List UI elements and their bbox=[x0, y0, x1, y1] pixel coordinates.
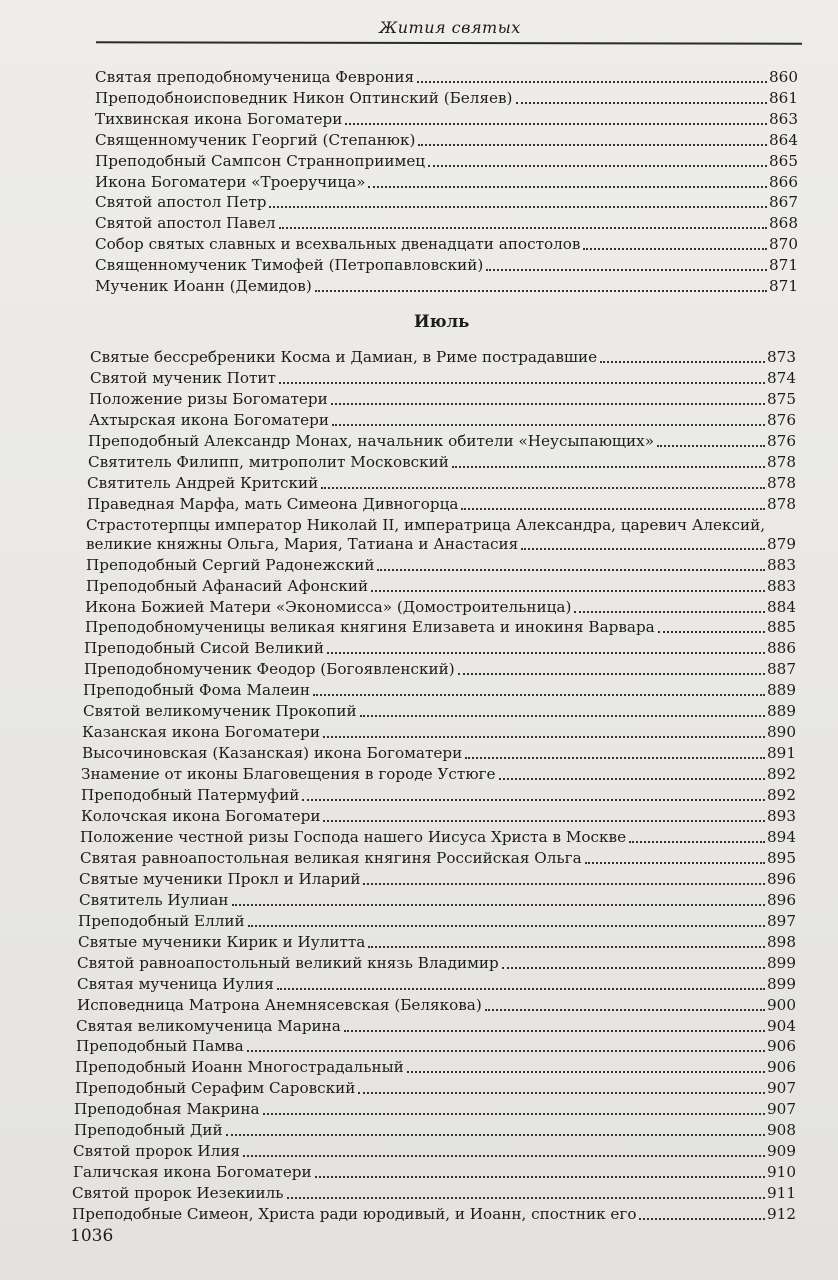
toc-entry-page: 896 bbox=[767, 869, 796, 888]
toc-entry-page: 863 bbox=[769, 109, 798, 128]
toc-entry-page: 875 bbox=[767, 389, 796, 408]
toc-entry-page: 860 bbox=[769, 68, 798, 86]
toc-entry-page: 907 bbox=[767, 1079, 796, 1098]
toc-entry-title: Преподобный Сампсон Странноприимец bbox=[95, 151, 426, 170]
toc-entry-page: 874 bbox=[767, 368, 796, 387]
toc-entry-page: 878 bbox=[767, 473, 796, 492]
dot-leader bbox=[574, 610, 765, 613]
dot-leader bbox=[331, 402, 765, 405]
toc-entry-title-line1: Страстотерпцы император Николай II, императрица Александра, царевич Алексий, bbox=[86, 515, 766, 534]
toc-entry bbox=[77, 996, 796, 1015]
toc-entry-page: 886 bbox=[767, 639, 796, 658]
toc-entry bbox=[95, 214, 798, 233]
dot-leader bbox=[465, 756, 765, 759]
toc-entry-page: 870 bbox=[769, 235, 798, 254]
toc-entry-page: 897 bbox=[767, 911, 796, 930]
toc-entry bbox=[86, 556, 796, 575]
toc-entry bbox=[86, 577, 796, 596]
toc-entry-page: 893 bbox=[767, 807, 796, 825]
toc-entry bbox=[76, 1037, 796, 1056]
dot-leader bbox=[407, 1070, 765, 1073]
toc-entry-title: Преподобный Патермуфий bbox=[81, 786, 300, 805]
toc-entry bbox=[78, 933, 796, 952]
dot-leader bbox=[417, 80, 767, 83]
dot-leader bbox=[279, 381, 765, 384]
toc-entry bbox=[95, 68, 798, 87]
dot-leader bbox=[269, 205, 767, 208]
dot-leader bbox=[323, 735, 765, 738]
toc-entry-title: Преподобные Симеон, Христа ради юродивый, и Иоанн, спостник его bbox=[72, 1205, 637, 1224]
toc-entry-title: Святитель Иулиан bbox=[79, 890, 229, 909]
dot-leader bbox=[658, 630, 765, 633]
toc-entry-title: Святая великомученица Марина bbox=[76, 1016, 341, 1035]
toc-entry-page: 899 bbox=[767, 953, 796, 972]
toc-entry-page: 899 bbox=[767, 974, 796, 993]
header-rule bbox=[96, 41, 802, 44]
toc-entry-title: Преподобный Серафим Саровский bbox=[75, 1079, 356, 1098]
toc-entry bbox=[87, 495, 796, 514]
toc-entry-page: 892 bbox=[767, 765, 796, 784]
toc-entry-title: Ахтырская икона Богоматери bbox=[89, 410, 330, 429]
dot-leader bbox=[313, 693, 765, 696]
toc-entry-page: 878 bbox=[767, 452, 796, 471]
toc-entry bbox=[95, 193, 798, 212]
toc-entry-page: 883 bbox=[767, 555, 796, 574]
toc-entry-title: Святой великомученик Прокопий bbox=[83, 702, 357, 721]
toc-entry-title: Святой пророк Иезекииль bbox=[72, 1184, 284, 1203]
toc-entry-page: 887 bbox=[767, 660, 796, 679]
toc-entry bbox=[72, 1184, 796, 1203]
dot-leader bbox=[345, 122, 767, 125]
page-number: 1036 bbox=[70, 1226, 114, 1246]
dot-leader bbox=[287, 1196, 765, 1199]
dot-leader bbox=[360, 714, 765, 717]
toc-entry-page: 864 bbox=[769, 130, 798, 149]
dot-leader bbox=[315, 1175, 765, 1178]
toc-entry-title: Мученик Иоанн (Демидов) bbox=[95, 277, 312, 295]
toc-entry-page: 907 bbox=[767, 1100, 796, 1119]
toc-entry-page: 909 bbox=[767, 1142, 796, 1161]
dot-leader bbox=[639, 1217, 765, 1220]
toc-entry-title: Преподобноисповедник Никон Оптинский (Беляев) bbox=[95, 88, 513, 107]
toc-entry-title: Святитель Андрей Критский bbox=[87, 473, 319, 492]
toc-entry-title: Преподобный Сергий Радонежский bbox=[86, 555, 375, 574]
toc-entry-page: 876 bbox=[767, 410, 796, 429]
toc-entry bbox=[77, 954, 796, 973]
dot-leader bbox=[232, 903, 765, 906]
toc-entry bbox=[73, 1163, 796, 1182]
toc-entry bbox=[85, 598, 796, 617]
toc-entry-title: Преподобный Александр Монах, начальник обители «Неусыпающих» bbox=[88, 431, 655, 450]
toc-entry-page: 866 bbox=[769, 172, 798, 191]
toc-entry-page: 871 bbox=[769, 256, 798, 275]
toc-entry-page: 900 bbox=[767, 995, 796, 1014]
toc-entry-page: 876 bbox=[767, 431, 796, 450]
toc-entry-page: 879 bbox=[767, 534, 796, 553]
toc-entry-page: 894 bbox=[767, 827, 796, 846]
toc-entry-page: 906 bbox=[767, 1037, 796, 1056]
toc-entry-page: 861 bbox=[769, 88, 798, 107]
toc-entry-title: Святой мученик Потит bbox=[90, 368, 276, 387]
toc-entry-title: Галичская икона Богоматери bbox=[73, 1163, 312, 1182]
toc-entry bbox=[89, 411, 796, 430]
toc-entry-title: Преподобномученик Феодор (Богоявленский) bbox=[84, 660, 455, 679]
toc-entry bbox=[78, 912, 796, 931]
toc-entry-title: Казанская икона Богоматери bbox=[82, 723, 321, 742]
toc-entry-page: 889 bbox=[767, 681, 796, 700]
toc-entry-title: Преподобный Афанасий Афонский bbox=[86, 576, 369, 595]
dot-leader bbox=[247, 1049, 765, 1052]
toc-entry-title: Святая равноапостольная великая княгиня Российская Ольга bbox=[80, 848, 582, 867]
toc-entry-title: Положение честной ризы Господа нашего Иисуса Христа в Москве bbox=[80, 827, 627, 846]
running-header: Жития святых bbox=[379, 18, 521, 37]
toc-entry bbox=[89, 390, 796, 409]
toc-entry-page: 878 bbox=[767, 494, 796, 513]
dot-leader bbox=[499, 777, 766, 780]
toc-entry-page: 865 bbox=[769, 151, 798, 170]
dot-leader bbox=[629, 840, 765, 843]
toc-entry bbox=[95, 110, 798, 129]
dot-leader bbox=[418, 143, 767, 146]
toc-entry-page: 871 bbox=[769, 277, 798, 295]
toc-entry bbox=[85, 618, 796, 637]
dot-leader bbox=[243, 1154, 765, 1157]
toc-entry-title: Преподобный Дий bbox=[74, 1121, 223, 1140]
section-heading-july: Июль bbox=[414, 312, 470, 331]
toc-entry-title: Святые мученики Кирик и Иулитта bbox=[78, 932, 366, 951]
toc-entry bbox=[90, 348, 796, 367]
toc-entry-title: Знамение от иконы Благовещения в городе Устюге bbox=[81, 765, 496, 784]
toc-entry-page: 892 bbox=[767, 786, 796, 805]
toc-entry bbox=[74, 1100, 796, 1119]
toc-entry bbox=[72, 1205, 796, 1224]
toc-entry-title: Колочская икона Богоматери bbox=[81, 807, 321, 825]
toc-entry-title: Преподобный Памва bbox=[76, 1037, 244, 1056]
dot-leader bbox=[583, 247, 767, 250]
dot-leader bbox=[502, 966, 765, 969]
toc-entry-title: Икона Богоматери «Троеручица» bbox=[95, 172, 366, 191]
toc-entry-page: 910 bbox=[767, 1163, 796, 1182]
toc-entry-title: Священномученик Георгий (Степанюк) bbox=[95, 130, 416, 149]
dot-leader bbox=[315, 289, 767, 292]
toc-entry-title: Святые мученики Прокл и Иларий bbox=[79, 869, 361, 888]
toc-entry-title: Икона Божией Матери «Экономисса» (Домостроительница) bbox=[85, 597, 572, 616]
toc-entry-title: Святая мученица Иулия bbox=[77, 974, 274, 993]
toc-entry-page: 884 bbox=[767, 597, 796, 616]
toc-entry-page: 891 bbox=[767, 744, 796, 763]
dot-leader bbox=[657, 444, 765, 447]
dot-leader bbox=[277, 987, 765, 990]
dot-leader bbox=[428, 164, 767, 167]
toc-entry bbox=[81, 765, 796, 784]
dot-leader bbox=[358, 1091, 765, 1094]
dot-leader bbox=[452, 465, 765, 468]
toc-entry-page: 873 bbox=[767, 348, 796, 366]
toc-entry-title-line2: великие княжны Ольга, Мария, Татиана и Анастасия bbox=[86, 534, 519, 553]
toc-entry bbox=[82, 723, 796, 742]
toc-entry-page: 885 bbox=[767, 618, 796, 637]
toc-entry-page: 904 bbox=[767, 1016, 796, 1035]
toc-entry-title: Святой апостол Павел bbox=[95, 214, 276, 233]
toc-entry-page: 889 bbox=[767, 702, 796, 721]
dot-leader bbox=[321, 486, 765, 489]
toc-entry-page: 898 bbox=[767, 932, 796, 951]
toc-entry bbox=[74, 1121, 796, 1140]
toc-entry bbox=[86, 515, 796, 554]
dot-leader bbox=[248, 924, 765, 927]
dot-leader bbox=[226, 1133, 765, 1136]
toc-entry bbox=[88, 453, 796, 472]
toc-entry bbox=[75, 1079, 796, 1098]
toc-entry bbox=[95, 131, 798, 150]
toc-entry bbox=[84, 660, 796, 679]
dot-leader bbox=[344, 1029, 765, 1032]
toc-entry bbox=[73, 1142, 796, 1161]
dot-leader bbox=[585, 861, 765, 864]
dot-leader bbox=[516, 101, 768, 104]
toc-entry bbox=[95, 152, 798, 171]
toc-entry bbox=[83, 702, 796, 721]
dot-leader bbox=[521, 547, 765, 550]
toc-entry-page: 868 bbox=[769, 214, 798, 233]
toc-entry bbox=[95, 173, 798, 192]
toc-entry-title: Положение ризы Богоматери bbox=[89, 389, 328, 408]
toc-entry bbox=[83, 681, 796, 700]
toc-entry-title: Преподобный Еллий bbox=[78, 911, 245, 930]
dot-leader bbox=[368, 945, 765, 948]
toc-entry-title: Священномученик Тимофей (Петропавловский) bbox=[95, 256, 484, 275]
toc-entry-page: 895 bbox=[767, 848, 796, 867]
toc-entry bbox=[80, 828, 796, 847]
toc-entry-title: Преподобный Иоанн Многострадальный bbox=[75, 1058, 404, 1077]
toc-entry-title: Святые бессребреники Косма и Дамиан, в Риме пострадавшие bbox=[90, 348, 598, 366]
toc-entry bbox=[82, 744, 796, 763]
toc-entry bbox=[79, 891, 796, 910]
toc-entry-title: Преподобная Макрина bbox=[74, 1100, 260, 1119]
toc-entry-title: Преподобномученицы великая княгиня Елизавета и инокиня Варвара bbox=[85, 618, 655, 637]
toc-entry bbox=[81, 807, 796, 826]
toc-entry bbox=[77, 975, 796, 994]
toc-entry-title: Исповедница Матрона Анемнясевская (Белякова) bbox=[77, 995, 482, 1014]
dot-leader bbox=[363, 882, 765, 885]
toc-entry-page: 867 bbox=[769, 193, 798, 212]
toc-entry bbox=[95, 235, 798, 254]
toc-entry-title: Святой апостол Петр bbox=[95, 193, 267, 212]
toc-entry-page: 896 bbox=[767, 890, 796, 909]
toc-entry bbox=[87, 474, 796, 493]
toc-entry-page: 912 bbox=[767, 1205, 796, 1224]
toc-entry bbox=[95, 277, 798, 296]
toc-entry-page: 908 bbox=[767, 1121, 796, 1140]
dot-leader bbox=[327, 651, 765, 654]
toc-entry-title: Собор святых славных и всехвальных двенадцати апостолов bbox=[95, 235, 581, 254]
dot-leader bbox=[279, 226, 767, 229]
toc-entry bbox=[80, 849, 796, 868]
toc-entry-title: Преподобный Фома Малеин bbox=[83, 681, 310, 700]
toc-entry-title: Святой пророк Илия bbox=[73, 1142, 241, 1161]
dot-leader bbox=[486, 268, 767, 271]
toc-entry-title: Преподобный Сисой Великий bbox=[84, 639, 325, 658]
toc-entry-title: Высочиновская (Казанская) икона Богоматери bbox=[82, 744, 463, 763]
dot-leader bbox=[458, 672, 765, 675]
dot-leader bbox=[368, 185, 767, 188]
toc-entry bbox=[79, 870, 796, 889]
toc-entry-title: Праведная Марфа, мать Симеона Дивногорца bbox=[87, 494, 459, 513]
toc-entry-title: Тихвинская икона Богоматери bbox=[95, 109, 343, 128]
dot-leader bbox=[485, 1008, 765, 1011]
toc-entry bbox=[76, 1017, 796, 1036]
dot-leader bbox=[461, 507, 765, 510]
dot-leader bbox=[600, 360, 765, 363]
toc-entry-page: 883 bbox=[767, 576, 796, 595]
dot-leader bbox=[263, 1112, 765, 1115]
toc-entry bbox=[84, 639, 796, 658]
dot-leader bbox=[323, 819, 765, 822]
toc-entry bbox=[81, 786, 796, 805]
toc-entry bbox=[90, 369, 796, 388]
toc-entry-page: 911 bbox=[767, 1184, 796, 1203]
toc-entry-title: Святитель Филипп, митрополит Московский bbox=[88, 452, 449, 471]
toc-entry-page: 890 bbox=[767, 723, 796, 742]
dot-leader bbox=[302, 798, 765, 801]
toc-entry bbox=[95, 89, 798, 108]
toc-entry-page: 906 bbox=[767, 1058, 796, 1077]
toc-entry-title: Святой равноапостольный великий князь Владимир bbox=[77, 953, 499, 972]
dot-leader bbox=[332, 423, 765, 426]
toc-entry bbox=[95, 256, 798, 275]
toc-entry bbox=[75, 1058, 796, 1077]
toc-entry bbox=[88, 432, 796, 451]
dot-leader bbox=[371, 589, 765, 592]
dot-leader bbox=[377, 568, 765, 571]
toc-entry-title: Святая преподобномученица Феврония bbox=[95, 68, 415, 86]
